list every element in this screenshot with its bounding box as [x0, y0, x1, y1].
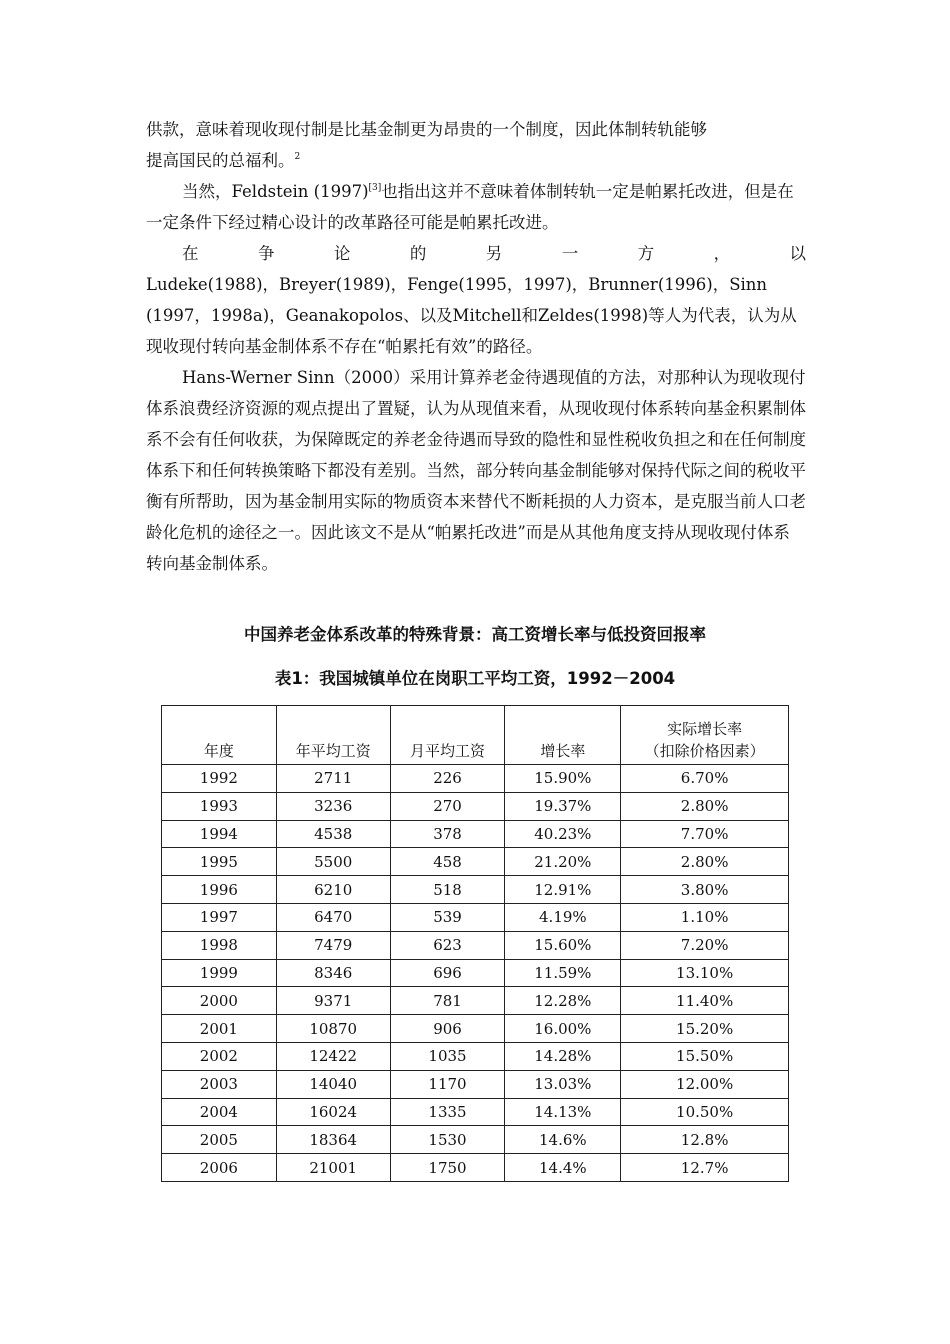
table-row [162, 1154, 789, 1182]
cell-year: 2004 [162, 1098, 277, 1126]
cell-growth-rate: 16.00% [505, 1015, 621, 1043]
table-row [162, 1098, 789, 1126]
paragraph-4-text: Hans-Werner Sinn（2000）采用计算养老金待遇现值的方法，对那种认为现收现付体系浪费经济资源的观点提出了置疑，认为从现值来看，从现收现付体系转向基金积累制体系不会有任何收获，为保障既定的养老金待遇而导致的隐性和显性税收负担之和在任何制度体系下和任何转换策略下都没有差别。当然，部分转向基金制能够对保持代际之间的税收平衡有所帮助，因为基金制用实际的物质资本来替代不断耗损的人力资本，是克服当前人口老龄化危机的途径之一。因此该文不是从“帕累托改进”而是从其他角度支持从现收现付体系转向基金制体系。 [146, 368, 806, 573]
cell-monthly-wage: 1530 [390, 1126, 505, 1154]
header-real-growth-line-2: （扣除价格因素） [644, 742, 765, 760]
spread-char: 在 [182, 244, 199, 263]
spread-char: 争 [257, 244, 275, 263]
cell-growth-rate: 12.91% [505, 876, 621, 904]
table-header-row [162, 706, 789, 765]
cell-real-growth-rate: 13.10% [621, 959, 789, 987]
cell-monthly-wage: 623 [390, 931, 505, 959]
cell-monthly-wage: 1335 [390, 1098, 505, 1126]
cell-growth-rate: 13.03% [505, 1070, 621, 1098]
cell-real-growth-rate: 12.7% [621, 1154, 789, 1182]
cell-monthly-wage: 781 [390, 987, 505, 1015]
cell-annual-wage: 9371 [276, 987, 390, 1015]
cell-year: 2006 [162, 1154, 277, 1182]
paragraph-3-spread-line [146, 238, 806, 269]
spread-char: 一 [561, 244, 579, 263]
cell-year: 1994 [162, 820, 277, 848]
cell-year: 2003 [162, 1070, 277, 1098]
cell-monthly-wage: 378 [390, 820, 505, 848]
table-row [162, 876, 789, 904]
cell-growth-rate: 4.19% [505, 903, 621, 931]
cell-real-growth-rate: 10.50% [621, 1098, 789, 1126]
cell-growth-rate: 14.13% [505, 1098, 621, 1126]
cell-growth-rate: 14.6% [505, 1126, 621, 1154]
paragraph-2 [146, 176, 806, 238]
cell-annual-wage: 2711 [276, 765, 390, 793]
cell-year: 2000 [162, 987, 277, 1015]
cell-monthly-wage: 539 [390, 903, 505, 931]
paragraph-1 [146, 114, 806, 176]
cell-annual-wage: 21001 [276, 1154, 390, 1182]
header-growth-rate: 增长率 [505, 706, 621, 765]
cell-real-growth-rate: 11.40% [621, 987, 789, 1015]
table-row [162, 820, 789, 848]
wage-table [161, 705, 789, 1182]
cell-annual-wage: 3236 [276, 792, 390, 820]
cell-real-growth-rate: 2.80% [621, 792, 789, 820]
header-real-growth-line-1: 实际增长率 [667, 720, 743, 738]
cell-real-growth-rate: 12.8% [621, 1126, 789, 1154]
cell-annual-wage: 10870 [276, 1015, 390, 1043]
header-annual-wage: 年平均工资 [276, 706, 390, 765]
cell-real-growth-rate: 7.70% [621, 820, 789, 848]
cell-growth-rate: 14.4% [505, 1154, 621, 1182]
cell-year: 1995 [162, 848, 277, 876]
cell-real-growth-rate: 12.00% [621, 1070, 789, 1098]
table-row [162, 1015, 789, 1043]
cell-annual-wage: 8346 [276, 959, 390, 987]
cell-year: 1998 [162, 931, 277, 959]
cell-annual-wage: 14040 [276, 1070, 390, 1098]
table-row [162, 959, 789, 987]
cell-real-growth-rate: 15.50% [621, 1042, 789, 1070]
cell-year: 1996 [162, 876, 277, 904]
cell-monthly-wage: 458 [390, 848, 505, 876]
spread-char: 论 [333, 244, 351, 263]
cell-monthly-wage: 518 [390, 876, 505, 904]
cell-monthly-wage: 270 [390, 792, 505, 820]
cell-monthly-wage: 906 [390, 1015, 505, 1043]
table-row [162, 1042, 789, 1070]
spread-char: 的 [409, 244, 427, 263]
header-year: 年度 [162, 706, 277, 765]
cell-monthly-wage: 1750 [390, 1154, 505, 1182]
cell-monthly-wage: 1035 [390, 1042, 505, 1070]
paragraph-1-text: 提高国民的总福利。 [146, 151, 295, 170]
citation-marker: [3] [368, 183, 382, 193]
cell-annual-wage: 12422 [276, 1042, 390, 1070]
cell-annual-wage: 5500 [276, 848, 390, 876]
table-caption: 表1：我国城镇单位在岗职工平均工资，1992－2004 [274, 669, 676, 688]
spread-char: 方 [637, 244, 655, 263]
cell-growth-rate: 19.37% [505, 792, 621, 820]
cell-real-growth-rate: 7.20% [621, 931, 789, 959]
paragraph-3-rest: Ludeke(1988)，Breyer(1989)，Fenge(1995，1997)，Brunner(1996)，Sinn (1997，1998a)，Geanakopolos、以及Mitchell和Zeldes(1998)等人为代表，认为从现收现付转向基金制体系不存在“帕累托有效”的路径。 [146, 275, 797, 356]
cell-year: 2005 [162, 1126, 277, 1154]
paragraph-2-start: 当然，Feldstein (1997) [182, 182, 369, 201]
cell-growth-rate: 15.90% [505, 765, 621, 793]
table-row [162, 1126, 789, 1154]
cell-annual-wage: 6470 [276, 903, 390, 931]
cell-annual-wage: 4538 [276, 820, 390, 848]
cell-real-growth-rate: 6.70% [621, 765, 789, 793]
cell-growth-rate: 12.28% [505, 987, 621, 1015]
cell-real-growth-rate: 1.10% [621, 903, 789, 931]
cell-annual-wage: 6210 [276, 876, 390, 904]
spread-char: ， [713, 244, 731, 263]
cell-growth-rate: 14.28% [505, 1042, 621, 1070]
footnote-marker: 2 [294, 152, 301, 162]
cell-annual-wage: 18364 [276, 1126, 390, 1154]
table-row [162, 792, 789, 820]
paragraph-1-line-1: 供款，意味着现收现付制是比基金制更为昂贵的一个制度，因此体制转轨能够 [146, 120, 707, 139]
cell-growth-rate: 15.60% [505, 931, 621, 959]
cell-growth-rate: 40.23% [505, 820, 621, 848]
cell-annual-wage: 16024 [276, 1098, 390, 1126]
table-row [162, 987, 789, 1015]
cell-real-growth-rate: 15.20% [621, 1015, 789, 1043]
table-row [162, 848, 789, 876]
header-real-growth-rate [621, 706, 789, 765]
cell-monthly-wage: 696 [390, 959, 505, 987]
table-row [162, 765, 789, 793]
cell-real-growth-rate: 3.80% [621, 876, 789, 904]
cell-year: 1993 [162, 792, 277, 820]
cell-year: 1997 [162, 903, 277, 931]
paragraph-4 [146, 362, 806, 579]
paragraph-3 [146, 238, 806, 362]
cell-annual-wage: 7479 [276, 931, 390, 959]
spread-char: 另 [485, 244, 503, 263]
cell-monthly-wage: 226 [390, 765, 505, 793]
table-row [162, 903, 789, 931]
cell-year: 1999 [162, 959, 277, 987]
cell-growth-rate: 11.59% [505, 959, 621, 987]
cell-year: 2001 [162, 1015, 277, 1043]
paragraph-2-rest: 也指出这并不意味着体制转轨一定是帕累托改进，但是在一定条件下经过精心设计的改革路径可能是帕累托改进。 [146, 182, 794, 232]
section-heading: 中国养老金体系改革的特殊背景：高工资增长率与低投资回报率 [244, 625, 706, 644]
paragraph-1-line-2 [146, 145, 806, 176]
cell-year: 1992 [162, 765, 277, 793]
cell-monthly-wage: 1170 [390, 1070, 505, 1098]
table-row [162, 931, 789, 959]
cell-year: 2002 [162, 1042, 277, 1070]
header-monthly-wage: 月平均工资 [390, 706, 505, 765]
spread-char: 以 [789, 244, 806, 263]
cell-real-growth-rate: 2.80% [621, 848, 789, 876]
table-row [162, 1070, 789, 1098]
cell-growth-rate: 21.20% [505, 848, 621, 876]
